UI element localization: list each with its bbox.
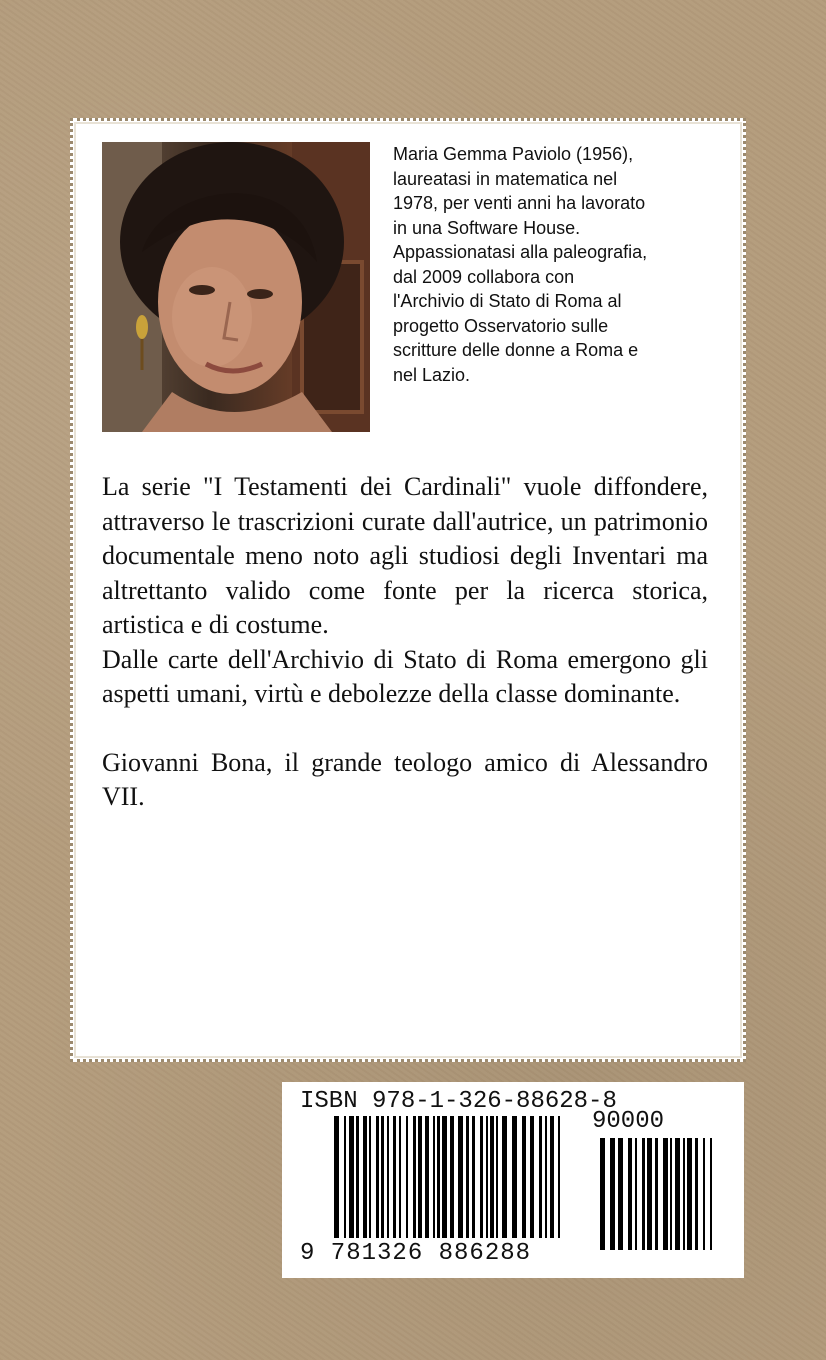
barcode-bar [522,1116,526,1238]
barcode-bar [433,1116,435,1238]
blurb-paragraph: La serie "I Testamenti dei Cardinali" vuole diffondere, attraverso le trascrizioni curate dall'autrice, un patrimonio documentale meno noto agli studiosi degli Inventari ma altrettanto valido come fonte per la ricerca storica, artistica e di costume. [102,472,708,639]
bio-line: Appassionatasi alla paleografia, [393,242,648,262]
barcode-bar [663,1138,668,1250]
barcode-bar [425,1116,429,1238]
price-code: 90000 [592,1108,665,1135]
barcode-bar [502,1116,507,1238]
isbn-barcode [282,1082,744,1278]
barcode-bar [628,1138,632,1250]
barcode-bar [695,1138,698,1250]
barcode-bar [393,1116,396,1238]
bio-line: laureatasi in matematica nel [393,168,618,189]
barcode-bar [450,1116,454,1238]
barcode-bar [344,1116,346,1238]
barcode-bar [687,1138,692,1250]
barcode-bar [334,1116,339,1238]
barcode-bar [600,1138,605,1250]
barcode-bar [356,1116,359,1238]
barcode-bar [369,1116,371,1238]
barcode-bar [647,1138,652,1250]
barcode-bar [496,1116,498,1238]
barcode-bar [418,1116,422,1238]
barcode-bar [710,1138,712,1250]
barcode-bar [480,1116,483,1238]
blurb [102,470,708,815]
author-bio [393,142,713,387]
bio-line: Maria Gemma Paviolo (1956), [393,144,634,164]
barcode-bar [349,1116,354,1238]
barcode-bar [618,1138,623,1250]
barcode-bar [539,1116,542,1238]
barcode-bar [472,1116,475,1238]
bio-line: progetto Osservatorio sulle [393,315,609,336]
bio-line: dal 2009 collabora con [393,266,575,287]
barcode-bar [413,1116,416,1238]
barcode-bar [545,1116,547,1238]
barcode-bar [635,1138,637,1250]
blurb-paragraph: Dalle carte dell'Archivio di Stato di Roma emergono gli aspetti umani, virtù e debolezze della classe dominante. [102,644,708,708]
barcode-bar [558,1116,560,1238]
barcode-bar [406,1116,408,1238]
bio-line: nel Lazio. [393,364,471,385]
barcode-bar [550,1116,554,1238]
ean-digits: 9 781326 886288 [300,1240,532,1267]
bio-line: scritture delle donne a Roma e [393,340,639,360]
barcode-bar [512,1116,517,1238]
barcode-bar [670,1138,672,1250]
author-photo [102,142,370,432]
barcode-bar [655,1138,658,1250]
barcode-bar [399,1116,401,1238]
isbn-text: ISBN 978-1-326-88628-8 [300,1088,617,1115]
barcode-bar [530,1116,534,1238]
bio-line: 1978, per venti anni ha lavorato [393,193,646,213]
barcode-bar [642,1138,645,1250]
barcode-bar [376,1116,379,1238]
barcode-bar [437,1116,440,1238]
barcode-bar [458,1116,463,1238]
barcode-bar [442,1116,447,1238]
barcode-bar [381,1116,384,1238]
bio-line: l'Archivio di Stato di Roma al [393,291,622,311]
barcode-bar [675,1138,680,1250]
barcode-bar [486,1116,488,1238]
barcode-bar [466,1116,469,1238]
barcode-bar [683,1138,685,1250]
barcode-bar [363,1116,367,1238]
bio-line: in una Software House. [393,217,581,238]
barcode-bar [387,1116,389,1238]
blurb-paragraph: Giovanni Bona, il grande teologo amico di Alessandro VII. [102,747,708,811]
barcode-bar [610,1138,615,1250]
barcode-bar [703,1138,705,1250]
barcode-bar [490,1116,494,1238]
